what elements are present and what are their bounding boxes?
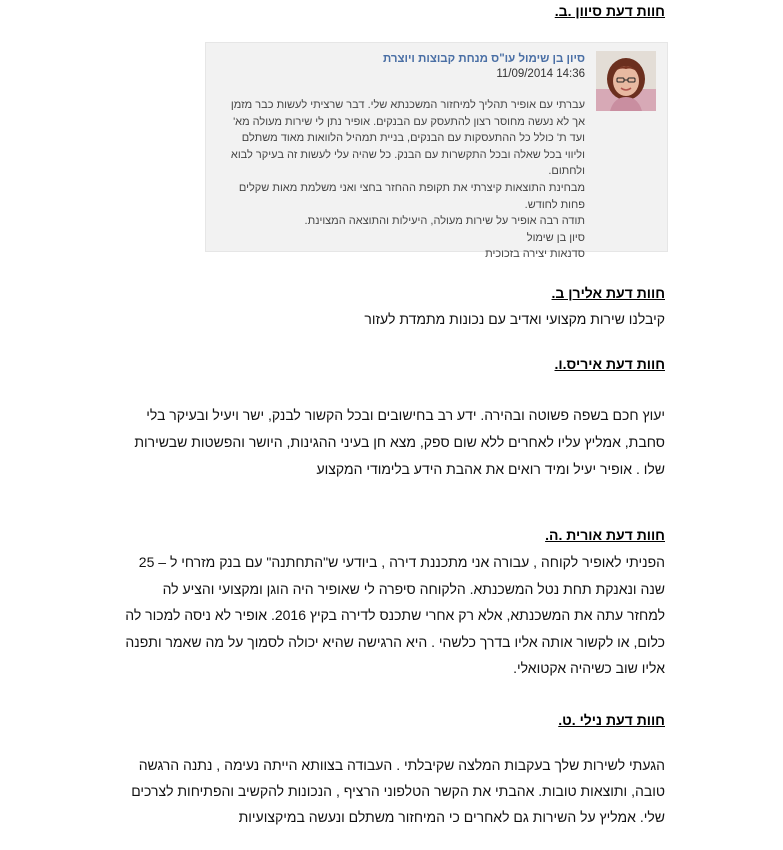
text-line: הגעתי לשירות שלך בעקבות המלצה שקיבלתי . העבודה בצוותא הייתה נעימה , נתנה הרגשה (138, 757, 665, 773)
card-author: סיון בן שימול עו"ס מנחת קבוצות ויוצרת (382, 53, 585, 65)
card-line: ועד ת' כולל כל ההתעסקות עם הבנקים, בניית תמהיל הלוואות מאוד משתלם (241, 132, 585, 145)
testimonial-text (125, 549, 665, 682)
testimonial-heading-orit: חוות דעת אורית .ה. (545, 527, 665, 543)
text-line: שנה ונאנקת תחת נטל המשכנתא. הלקוחה סיפרה לי שאופיר היה הוגן ומקצועי והציע לה (162, 580, 665, 597)
testimonial-text (131, 752, 665, 830)
testimonial-text (364, 310, 665, 328)
card-line: עברתי עם אופיר תהליך למיחזור המשכנתא שלי. דבר שרציתי לעשות כבר מזמן (230, 99, 585, 111)
text-line: שלי. אמליץ על השירות גם לאחרים כי המיחזור משתלם ונעשה במיקצועיות (238, 809, 665, 825)
text-line: סחבת, אמליץ עליו לאחרים ללא שום ספק, מצא חן בעיני ההגינות, היושר והפשטות שבשירות (134, 434, 665, 450)
testimonial-heading-nili: חוות דעת נילי .ט. (558, 712, 665, 728)
text-line: הפניתי לאופיר לקוחה , עבורה אני מתכננת דירה , ביודעי ש"התחתנה" עם בנק מזרחי ל – 25 (138, 554, 665, 570)
card-line: מבחינת התוצאות קיצרתי את תקופת ההחזר בחצי ואני משלמת מאות שקלים (238, 181, 585, 194)
text-line: שלו . אופיר יעיל ומיד רואים את אהבת הידע בלימודי המקצוע (316, 461, 665, 477)
text-line: כלום, או לקשור אותה אליו בדרך כלשהי . היא הרגישה שהיא יכולה לסמוך על מה שאמר ותפנה (125, 633, 665, 650)
card-line: פחות לחודש. (524, 198, 585, 211)
person-photo-icon (596, 51, 656, 111)
text-line: טובה, ותוצאות טובות. אהבתי את הקשר הטלפוני הרציף , הנכונות להקשיב והפתיחות לצרכים (131, 783, 665, 799)
card-line: ולחתום. (548, 165, 585, 178)
text-line: יעוץ חכם בשפה פשוטה ובהירה. ידע רב בחישובים ובכל הקשור לבנק, ישר ויעיל ובעיקר בלי (146, 407, 665, 423)
testimonial-card (205, 42, 668, 261)
avatar (596, 51, 656, 111)
card-body (231, 97, 585, 263)
text-line: קיבלנו שירות מקצועי ואדיב עם נכונות מתמדת לעזור (364, 311, 665, 327)
card-line: סיון בן שימול (526, 231, 585, 244)
card-date: 11/09/2014 14:36 (496, 68, 585, 80)
card-line: וליווי בכל שאלה ובכל התקשרות עם הבנק. כל שהיה עלי לעשות זה בעיקר לבוא (230, 148, 585, 161)
testimonial-heading-sivan: חוות דעת סיוון .ב. (554, 3, 665, 19)
card-line: סדנאות יצירה בזכוכית (485, 248, 585, 261)
testimonial-text (134, 402, 665, 483)
testimonial-heading-iris: חוות דעת איריס.ו. (554, 356, 665, 372)
text-line: אליו שוב כשיהיה אקטואלי. (513, 660, 665, 676)
card-line: תודה רבה אופיר על שירות מעולה, היעילות והתוצאה המצוינת. (304, 215, 585, 228)
card-line: אך לא נעשה מחוסר רצון להתעסק עם הבנקים. אופיר נתן לי שירות מעולה מא' (233, 115, 585, 128)
testimonial-heading-eliran: חוות דעת אלירן ב. (551, 285, 665, 301)
text-line: למחזר עתה את המשכנתא, אלא רק אחרי שתכנס לדירה בקיץ 2016. אופיר לא ניסה למכור לה (125, 607, 665, 623)
